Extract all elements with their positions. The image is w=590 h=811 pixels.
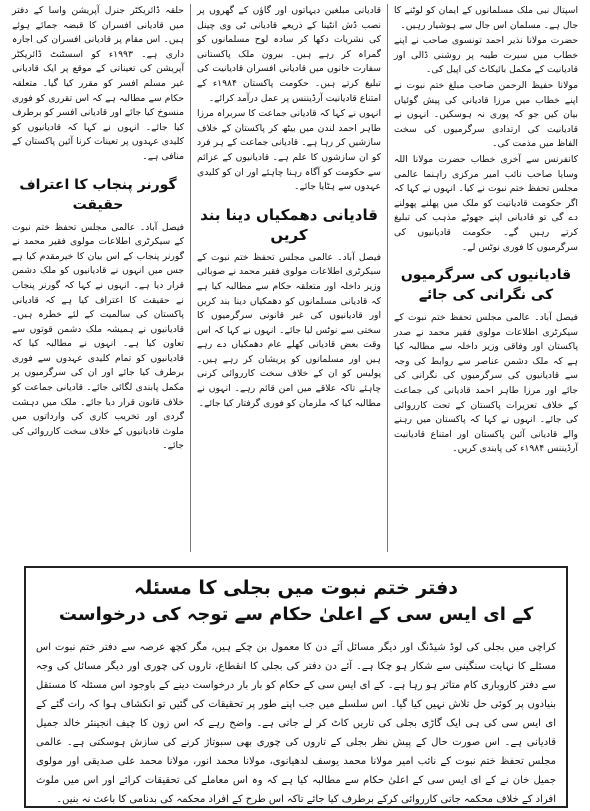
notice-title: دفتر ختم نبوت میں بجلی کا مسئلہ <box>133 577 459 599</box>
paragraph: انہوں نے کہا کہ قادیانی جماعت کا سربراہ مرزا طاہر احمد لندن میں بیٹھ کر پاکستان کے خلاف سازشیں کر رہا ہے۔ قادیانی جماعت کے ہر فرد کو ان سازشوں کا علم ہے۔ قادیانیوں کے عزائم سے حکومت کو آگاہ رہنا چاہئے اور ان کو کلیدی عہدوں سے ہٹایا جائے۔ <box>197 108 381 193</box>
column-right <box>388 4 584 552</box>
paragraph: فیصل آباد۔ عالمی مجلس تحفظ ختم نبوت کے سیکرٹری اطلاعات مولوی فقیر محمد نے صوبائی وزیر داخلہ اور متعلقہ حکام سے مطالبہ کیا ہے کہ قادیانی مسلمانوں کو دھمکیاں دینا بند کریں اور قادیانیوں کی غیر قانونی سرگرمیوں کا سختی سے نوٹس لیا جائے۔ انہوں نے کہا کہ اس وقت بعض قادیانی کھلے عام دھمکیاں دے رہے ہیں اور مسلمانوں کو پریشان کر رہے ہیں۔ پولیس کو ان کے خلاف سخت کارروائی کرنی چاہئے تاکہ علاقے میں امن قائم رہے۔ انہوں نے مطالبہ کیا کہ ملزمان کو فوری گرفتار کیا جائے۔ <box>197 251 381 409</box>
paragraph: کانفرنس سے آخری خطاب حضرت مولانا اللہ وسایا صاحب نائب امیر مرکزی راہنما عالمی مجلس تحفظ ختم نبوت نے کیا۔ انہوں نے کہا کہ اگر حکومت قادیانیت کو ملک میں پھلنے پھولنے دے گی تو قادیانی اپنے جھوٹے مذہب کی تبلیغ کرتے رہیں گے۔ حکومت قادیانیوں کی سرگرمیوں کا فوری نوٹس لے۔ <box>394 153 578 253</box>
article-columns <box>6 4 584 552</box>
column-left <box>6 4 190 552</box>
paragraph: اسپتال نبی ملک مسلمانوں کے ایمان کو لوٹنے کا جال ہے۔ مسلمان اس جال سے ہوشیار رہیں۔ <box>394 5 578 31</box>
article-heading: گورنر پنجاب کا اعتراف حقیقت <box>19 176 177 213</box>
column-middle <box>190 4 388 552</box>
paragraph: مولانا حفیظ الرحمن صاحب مبلغ ختم نبوت نے اپنے خطاب میں مرزا قادیانی کی پیش گوئیاں بیان کیں جو کہ پوری نہ ہوسکیں۔ انہوں نے قادیانیت کی ارتدادی سرگرمیوں کی سخت الفاظ میں مذمت کی۔ <box>394 79 578 150</box>
notice-box <box>24 566 568 808</box>
paragraph: قادیانی مبلغین دیہاتوں اور گاؤں کے گھروں پر نصب ڈش انٹینا کے ذریعے قادیانی ٹی وی چینل کی نشریات دکھا کر سادہ لوح مسلمانوں کو گمراہ کر رہے ہیں۔ بیرون ملک پاکستانی سفارت خانوں میں قادیانی افسران قادیانیت کی تبلیغ کرتے ہیں۔ حکومت پاکستان ۱۹۸۴ء کے امتناع قادیانیت آرڈیننس پر عمل درآمد کرائے۔ <box>197 5 381 104</box>
article-heading: قادیانیوں کی سرگرمیوں کی نگرانی کی جائے <box>400 267 572 304</box>
paragraph: فیصل آباد۔ عالمی مجلس تحفظ ختم نبوت کے سیکرٹری اطلاعات مولوی فقیر محمد نے صدر پاکستان اور وفاقی وزیر داخلہ سے مطالبہ کیا ہے کہ ملک دشمن عناصر سے روابط کی وجہ سے قادیانیوں کی سرگرمیوں کی نگرانی کی جائے اور مرزا طاہر احمد قادیانی کی جماعت کے خلاف تعزیرات پاکستان کے تحت کارروائی کی جائے۔ انہوں نے کہا کہ پاکستان میں رہنے والے قادیانی آئین پاکستان اور امتناع قادیانیت آرڈیننس ۱۹۸۴ء کی پابندی کریں۔ <box>394 312 578 455</box>
notice-body: کراچی میں بجلی کی لوڈ شیڈنگ اور دیگر مسائل آئے دن کا معمول بن چکے ہیں، مگر کچھ عرصہ سے دفتر ختم نبوت اس مسئلے کا نہایت سنگینی سے شکار ہو چکا ہے۔ آئے دن دفتر کی بجلی کا انقطاع، تاروں کی چوری اور دیگر مسائل کی وجہ سے دفتر کاروباری کام متاثر ہو رہا ہے۔ کے ای ایس سی کے حکام کو بار بار درخواست دینے کے باوجود اس مسئلہ کا مستقل بنیادوں پر کوئی حل تلاش نہیں کیا گیا۔ اس سلسلے میں جب اپنے طور پر تحقیقات کی گئیں تو انکشاف ہوا کہ رات گئے کے ای ایس سی کی ہی ایک گاڑی بجلی کی تاریں کاٹ کر لے جاتی ہے۔ واضح رہے کہ اس زون کا چیف انجینئر خالد جمیل قادیانی ہے۔ اس صورت حال کے پیش نظر بجلی کے تاروں کی چوری بھی سبوتاژ کرنے کی سازش ہوسکتی ہے۔ عالمی مجلس تحفظ ختم نبوت کے نائب امیر مولانا محمد یوسف لدھیانوی، مولانا محمد انور، مولانا محمد علی صدیقی اور مولوی جمیل خان نے کے ای ایس سی کے اعلیٰ حکام سے مطالبہ کیا ہے کہ وہ اس معاملے کی تحقیقات کرائے اور اس میں ملوث افراد کے خلاف محکمہ جاتی کارروائی کرکے برطرف کیا جائے تاکہ اس طرح کے افراد محکمہ کی بدنامی کا باعث نہ بنیں۔ <box>36 642 556 805</box>
notice-subtitle: کے ای ایس سی کے اعلیٰ حکام سے توجہ کی درخواست <box>58 604 534 625</box>
paragraph: حلقہ ڈائریکٹر جنرل آپریشن واسا کے دفتر میں قادیانی افسران کا قبضہ جمائے ہوئے ہیں۔ اس مقام پر قادیانی افسران کی اجارہ داری ہے۔ ۱۹۹۳ء کو اسسٹنٹ ڈائریکٹر آپریشن کی تعیناتی کے موقع پر ایک قادیانی غیر مسلم افسر کو مقرر کیا گیا۔ متعلقہ حکام سے مطالبہ ہے کہ اس تقرری کو فوری منسوخ کیا جائے اور قادیانی افسر کو برطرف کیا جائے۔ انہوں نے کہا کہ قادیانیوں کو کلیدی عہدوں پر تعینات کرنا آئین پاکستان کے منافی ہے۔ <box>12 5 184 162</box>
article-heading: قادیانی دھمکیاں دینا بند کریں <box>200 205 378 244</box>
paragraph: حضرت مولانا نذیر احمد تونسوی صاحب نے اپنے خطاب میں سیرت طیبہ پر روشنی ڈالی اور قادیانیت کے مکمل بائیکاٹ کی اپیل کی۔ <box>394 35 578 76</box>
paragraph: فیصل آباد۔ عالمی مجلس تحفظ ختم نبوت کے سیکرٹری اطلاعات مولوی فقیر محمد نے گورنر پنجاب کے اس بیان کا خیرمقدم کیا ہے جس میں انہوں نے قادیانیوں کو ملک دشمن قرار دیا ہے۔ انہوں نے کہا کہ گورنر پنجاب نے حقیقت کا اعتراف کیا ہے کہ قادیانی پاکستان کی سالمیت کے لئے خطرہ ہیں۔ قادیانیوں نے ہمیشہ ملک دشمن قوتوں سے تعاون کیا ہے۔ انہوں نے مطالبہ کیا کہ قادیانیوں کو تمام کلیدی عہدوں سے فوری برطرف کیا جائے اور ان کی سرگرمیوں پر مکمل پابندی لگائی جائے۔ قادیانی جماعت کو خلاف قانون قرار دیا جائے۔ ملک میں دہشت گردی اور تخریب کاری کی وارداتوں میں ملوث قادیانیوں کے خلاف سخت کارروائی کی جائے۔ <box>12 221 184 452</box>
